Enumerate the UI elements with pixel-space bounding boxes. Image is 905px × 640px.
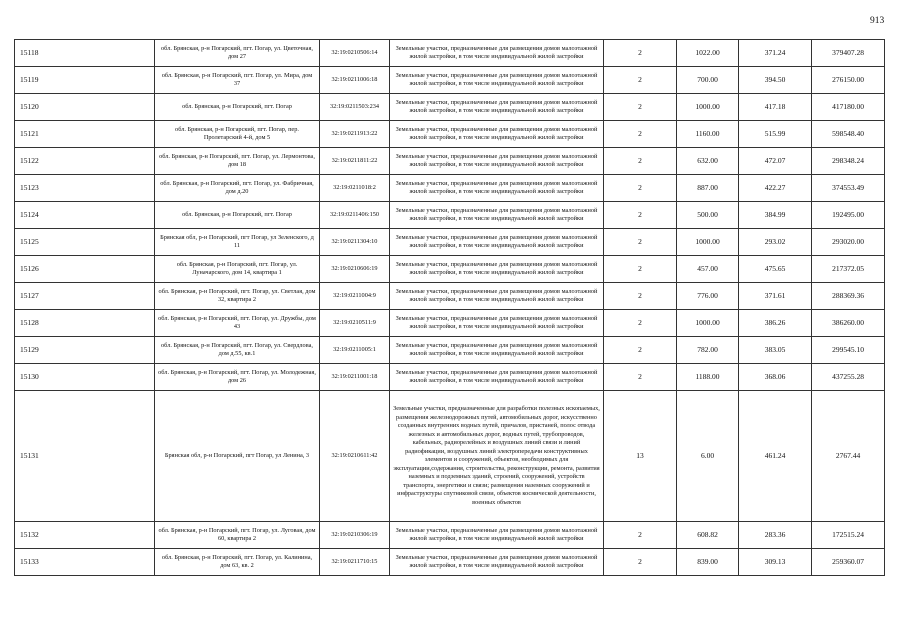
cadastral-value-cell: 288369.36: [812, 283, 885, 310]
table-row: [15, 148, 885, 175]
row-number-cell: 15122: [15, 148, 155, 175]
category-code-cell: 2: [604, 94, 677, 121]
area-cell: 1188.00: [677, 364, 739, 391]
permitted-use-cell: Земельные участки, предназначенные для размещения домов малоэтажной жилой застройки, в том числе индивидуальной жилой застройки: [390, 310, 604, 337]
address-cell: обл. Брянская, р-н Погарский, пгт. Погар, ул. Дружбы, дом 43: [155, 310, 320, 337]
address-cell: обл. Брянская, р-н Погарский, пгт. Погар, ул. Цветочная, дом 27: [155, 40, 320, 67]
cadastral-value-cell: 276150.00: [812, 67, 885, 94]
category-code-cell: 2: [604, 364, 677, 391]
address-cell: обл. Брянская, р-н Погарский, пгт. Погар, ул. Фабричная, дом д.20: [155, 175, 320, 202]
specific-value-cell: 293.02: [739, 229, 812, 256]
area-cell: 457.00: [677, 256, 739, 283]
permitted-use-cell: Земельные участки, предназначенные для размещения домов малоэтажной жилой застройки, в том числе индивидуальной жилой застройки: [390, 121, 604, 148]
table-row: [15, 364, 885, 391]
row-number-cell: 15130: [15, 364, 155, 391]
row-number-cell: 15119: [15, 67, 155, 94]
cadastral-number-cell: 32:19:0211018:2: [320, 175, 390, 202]
category-code-cell: 2: [604, 522, 677, 549]
area-cell: 608.82: [677, 522, 739, 549]
address-cell: обл. Брянская, р-н Погарский, пгт. Погар, ул. Молодежная, дом 26: [155, 364, 320, 391]
area-cell: 500.00: [677, 202, 739, 229]
specific-value-cell: 461.24: [739, 391, 812, 522]
area-cell: 887.00: [677, 175, 739, 202]
cadastral-value-table: [14, 39, 885, 576]
address-cell: обл. Брянская, р-н Погарский, пгт. Погар, ул. Калинина, дом 63, кв. 2: [155, 549, 320, 576]
cadastral-value-cell: 298348.24: [812, 148, 885, 175]
row-number-cell: 15121: [15, 121, 155, 148]
specific-value-cell: 386.26: [739, 310, 812, 337]
cadastral-number-cell: 32:19:0211006:18: [320, 67, 390, 94]
table-row: [15, 310, 885, 337]
specific-value-cell: 283.36: [739, 522, 812, 549]
table-row: [15, 175, 885, 202]
category-code-cell: 2: [604, 337, 677, 364]
category-code-cell: 2: [604, 67, 677, 94]
specific-value-cell: 417.18: [739, 94, 812, 121]
permitted-use-cell: Земельные участки, предназначенные для размещения домов малоэтажной жилой застройки, в том числе индивидуальной жилой застройки: [390, 175, 604, 202]
area-cell: 1000.00: [677, 310, 739, 337]
cadastral-number-cell: 32:19:0211304:10: [320, 229, 390, 256]
permitted-use-cell: Земельные участки, предназначенные для размещения домов малоэтажной жилой застройки, в том числе индивидуальной жилой застройки: [390, 256, 604, 283]
permitted-use-cell: Земельные участки, предназначенные для размещения домов малоэтажной жилой застройки, в том числе индивидуальной жилой застройки: [390, 148, 604, 175]
cadastral-value-cell: 299545.10: [812, 337, 885, 364]
address-cell: обл. Брянская, р-н Погарский, пгт. Погар, ул. Светлая, дом 32, квартира 2: [155, 283, 320, 310]
cadastral-number-cell: 32:19:0211001:18: [320, 364, 390, 391]
address-cell: Брянская обл, р-н Погарский, пгт Погар, ул Зеленского, д 11: [155, 229, 320, 256]
permitted-use-cell: Земельные участки, предназначенные для размещения домов малоэтажной жилой застройки, в том числе индивидуальной жилой застройки: [390, 522, 604, 549]
cadastral-value-cell: 437255.28: [812, 364, 885, 391]
category-code-cell: 2: [604, 121, 677, 148]
cadastral-number-cell: 32:19:0211004:9: [320, 283, 390, 310]
area-cell: 839.00: [677, 549, 739, 576]
table-row: [15, 522, 885, 549]
table-body: [15, 40, 885, 576]
cadastral-number-cell: 32:19:0210511:9: [320, 310, 390, 337]
page-number: 913: [870, 16, 885, 26]
address-cell: Брянская обл, р-н Погарский, пгт Погар, ул Ленина, 3: [155, 391, 320, 522]
permitted-use-cell: Земельные участки, предназначенные для размещения домов малоэтажной жилой застройки, в том числе индивидуальной жилой застройки: [390, 40, 604, 67]
area-cell: 1160.00: [677, 121, 739, 148]
area-cell: 6.00: [677, 391, 739, 522]
specific-value-cell: 383.05: [739, 337, 812, 364]
cadastral-number-cell: 32:19:0210606:19: [320, 256, 390, 283]
specific-value-cell: 422.27: [739, 175, 812, 202]
specific-value-cell: 309.13: [739, 549, 812, 576]
cadastral-value-cell: 386260.00: [812, 310, 885, 337]
row-number-cell: 15118: [15, 40, 155, 67]
cadastral-number-cell: 32:19:0211811:22: [320, 148, 390, 175]
table-row: [15, 549, 885, 576]
area-cell: 1000.00: [677, 94, 739, 121]
address-cell: обл. Брянская, р-н Погарский, пгт. Погар, ул. Свердлова, дом д.55, кв.1: [155, 337, 320, 364]
cadastral-number-cell: 32:19:0210306:19: [320, 522, 390, 549]
specific-value-cell: 384.99: [739, 202, 812, 229]
category-code-cell: 13: [604, 391, 677, 522]
cadastral-value-cell: 417180.00: [812, 94, 885, 121]
row-number-cell: 15132: [15, 522, 155, 549]
row-number-cell: 15125: [15, 229, 155, 256]
area-cell: 632.00: [677, 148, 739, 175]
row-number-cell: 15133: [15, 549, 155, 576]
specific-value-cell: 368.06: [739, 364, 812, 391]
permitted-use-cell: Земельные участки, предназначенные для размещения домов малоэтажной жилой застройки, в том числе индивидуальной жилой застройки: [390, 67, 604, 94]
table-row: [15, 121, 885, 148]
row-number-cell: 15127: [15, 283, 155, 310]
address-cell: обл. Брянская, р-н Погарский, пгт. Погар: [155, 94, 320, 121]
cadastral-number-cell: 32:19:0211710:15: [320, 549, 390, 576]
row-number-cell: 15128: [15, 310, 155, 337]
category-code-cell: 2: [604, 310, 677, 337]
cadastral-value-cell: 259360.07: [812, 549, 885, 576]
cadastral-number-cell: 32:19:0210611:42: [320, 391, 390, 522]
category-code-cell: 2: [604, 283, 677, 310]
address-cell: обл. Брянская, р-н Погарский, пгт. Погар, ул. Луначарского, дом 14, квартира 1: [155, 256, 320, 283]
cadastral-number-cell: 32:19:0211406:150: [320, 202, 390, 229]
table-row: [15, 94, 885, 121]
table-row: [15, 391, 885, 522]
permitted-use-cell: Земельные участки, предназначенные для размещения домов малоэтажной жилой застройки, в том числе индивидуальной жилой застройки: [390, 364, 604, 391]
table-row: [15, 40, 885, 67]
permitted-use-cell: Земельные участки, предназначенные для разработки полезных ископаемых, размещения железнодорожных путей, автомобильных дорог, искусственно созданных внутренних водных путей, причалов, пристаней, полос отвода железных и автомобильных дорог, водных путей, трубопроводов, кабельных, радиорелейных и воздушных линий связи и линий радиофикации, воздушных линий электропередачи конструктивных элементов и сооружений, объектов, необходимых для эксплуатации,содержания, строительства, реконструкции, ремонта, развития наземных и подземных зданий, строений, сооружений, устройств транспорта, энергетики и связи; размещения наземных сооружений и инфраструктуры спутниковой связи, объектов космической деятельности, военных объектов: [390, 391, 604, 522]
address-cell: обл. Брянская, р-н Погарский, пгт. Погар, ул. Луговая, дом 60, квартира 2: [155, 522, 320, 549]
row-number-cell: 15131: [15, 391, 155, 522]
table-row: [15, 229, 885, 256]
table-row: [15, 337, 885, 364]
cadastral-value-cell: 2767.44: [812, 391, 885, 522]
specific-value-cell: 472.07: [739, 148, 812, 175]
row-number-cell: 15126: [15, 256, 155, 283]
specific-value-cell: 394.50: [739, 67, 812, 94]
cadastral-number-cell: 32:19:0210506:14: [320, 40, 390, 67]
address-cell: обл. Брянская, р-н Погарский, пгт. Погар, ул. Лермонтова, дом 18: [155, 148, 320, 175]
cadastral-value-cell: 192495.00: [812, 202, 885, 229]
cadastral-value-cell: 374553.49: [812, 175, 885, 202]
row-number-cell: 15120: [15, 94, 155, 121]
cadastral-value-cell: 379407.28: [812, 40, 885, 67]
area-cell: 776.00: [677, 283, 739, 310]
specific-value-cell: 371.61: [739, 283, 812, 310]
permitted-use-cell: Земельные участки, предназначенные для размещения домов малоэтажной жилой застройки, в том числе индивидуальной жилой застройки: [390, 229, 604, 256]
cadastral-number-cell: 32:19:0211913:22: [320, 121, 390, 148]
address-cell: обл. Брянская, р-н Погарский, пгт. Погар: [155, 202, 320, 229]
area-cell: 1022.00: [677, 40, 739, 67]
permitted-use-cell: Земельные участки, предназначенные для размещения домов малоэтажной жилой застройки, в том числе индивидуальной жилой застройки: [390, 283, 604, 310]
table-row: [15, 283, 885, 310]
permitted-use-cell: Земельные участки, предназначенные для размещения домов малоэтажной жилой застройки, в том числе индивидуальной жилой застройки: [390, 202, 604, 229]
permitted-use-cell: Земельные участки, предназначенные для размещения домов малоэтажной жилой застройки, в том числе индивидуальной жилой застройки: [390, 549, 604, 576]
area-cell: 700.00: [677, 67, 739, 94]
table-row: [15, 202, 885, 229]
address-cell: обл. Брянская, р-н Погарский, пгт. Погар, пер. Пролетарский 4-й, дом 5: [155, 121, 320, 148]
cadastral-number-cell: 32:19:0211503:234: [320, 94, 390, 121]
permitted-use-cell: Земельные участки, предназначенные для размещения домов малоэтажной жилой застройки, в том числе индивидуальной жилой застройки: [390, 337, 604, 364]
area-cell: 782.00: [677, 337, 739, 364]
cadastral-value-cell: 217372.05: [812, 256, 885, 283]
category-code-cell: 2: [604, 256, 677, 283]
category-code-cell: 2: [604, 148, 677, 175]
category-code-cell: 2: [604, 175, 677, 202]
cadastral-value-cell: 172515.24: [812, 522, 885, 549]
specific-value-cell: 515.99: [739, 121, 812, 148]
category-code-cell: 2: [604, 229, 677, 256]
cadastral-value-cell: 293020.00: [812, 229, 885, 256]
row-number-cell: 15124: [15, 202, 155, 229]
area-cell: 1000.00: [677, 229, 739, 256]
cadastral-number-cell: 32:19:0211005:1: [320, 337, 390, 364]
table-row: [15, 67, 885, 94]
cadastral-value-cell: 598548.40: [812, 121, 885, 148]
specific-value-cell: 371.24: [739, 40, 812, 67]
table-row: [15, 256, 885, 283]
category-code-cell: 2: [604, 549, 677, 576]
row-number-cell: 15123: [15, 175, 155, 202]
address-cell: обл. Брянская, р-н Погарский, пгт. Погар, ул. Мира, дом 37: [155, 67, 320, 94]
permitted-use-cell: Земельные участки, предназначенные для размещения домов малоэтажной жилой застройки, в том числе индивидуальной жилой застройки: [390, 94, 604, 121]
row-number-cell: 15129: [15, 337, 155, 364]
category-code-cell: 2: [604, 40, 677, 67]
specific-value-cell: 475.65: [739, 256, 812, 283]
category-code-cell: 2: [604, 202, 677, 229]
